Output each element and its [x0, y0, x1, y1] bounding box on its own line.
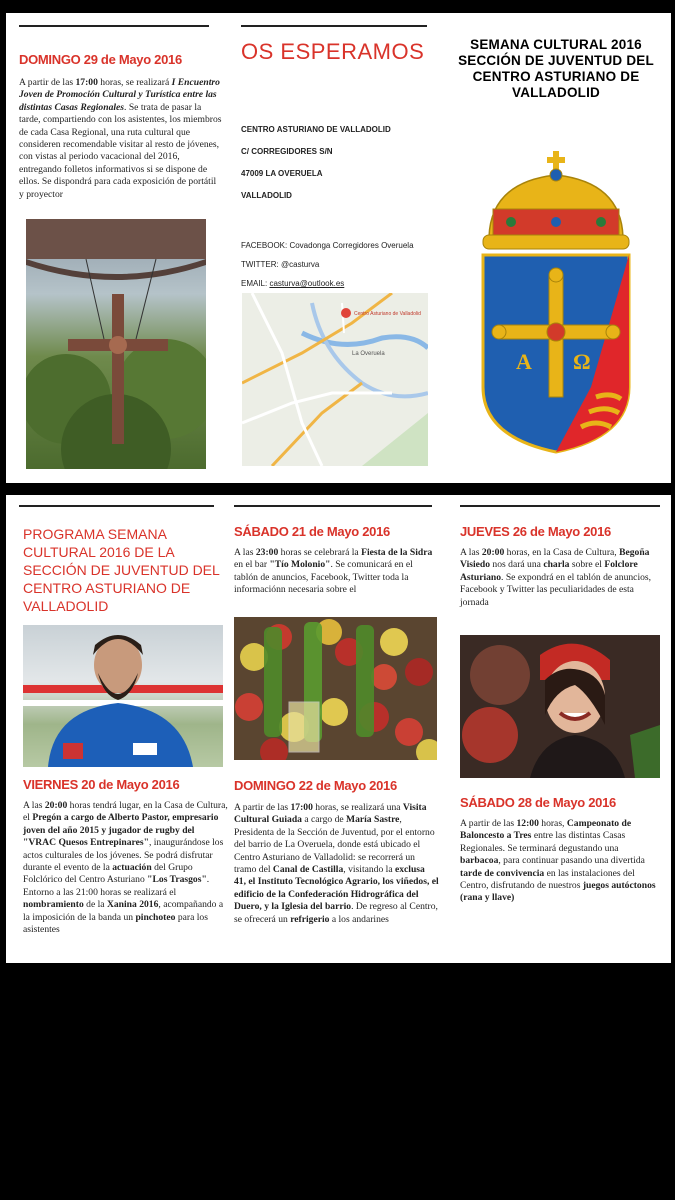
- day-heading: VIERNES 20 de Mayo 2016: [23, 777, 180, 792]
- column-rule: [241, 25, 427, 27]
- column-contact: [241, 25, 431, 288]
- map-label-center: Centro Asturiano de Valladolid: [354, 311, 421, 317]
- event-description: A partir de las 17:00 horas, se realizará una Visita Cultural Guiada a cargo de María Sastre, Presidenta de la Sección de Juventud, por el entorno del barrio de La Overuela, donde está ubicado el Centro Asturiano de Valladolid: se recorrerá un tramo del Canal de Castilla, visitando la exclusa 41, el Instituto Tecnológico Agrario, los viñedos, el edificio de la Confederación Hidrográfica del Duero, y la Iglesia del barrio. De regreso al Centro, se ofrecerá un refrigerio a los andarines: [234, 802, 439, 925]
- address-line: C/ CORREGIDORES S/N: [241, 147, 333, 156]
- facebook-line[interactable]: FACEBOOK: Covadonga Corregidores Overuela: [241, 241, 414, 250]
- address-line: VALLADOLID: [241, 191, 292, 200]
- brochure-panel-front: [6, 13, 671, 483]
- svg-text:A: A: [516, 349, 532, 374]
- address-line: CENTRO ASTURIANO DE VALLADOLID: [241, 125, 391, 134]
- event-description: A las 20:00 horas tendrá lugar, en la Casa de Cultura, el Pregón a cargo de Alberto Pastor, empresario joven del año 2015 y jugador de rugby del "VRAC Quesos Entrepinares", inaugurándose los actos culturales de los jóvenes. Se podrá disfrutar durante el evento de la actuación del Grupo Folclórico del Centro Asturiano "Los Trasgos". Entorno a las 21:00 horas se realizará el nombramiento de la Xanina 2016, acompañando a la imposición de la banda un pinchoteo para los asistentes: [23, 800, 228, 936]
- program-title: PROGRAMA SEMANA CULTURAL 2016 DE LA SECCIÓN DE JUVENTUD DEL CENTRO ASTURIANO DE VALLADOLID: [23, 526, 220, 614]
- photo-cross-of-victory: [26, 219, 206, 469]
- day-heading: DOMINGO 29 de Mayo 2016: [19, 52, 182, 67]
- day-heading: DOMINGO 22 de Mayo 2016: [234, 778, 397, 793]
- event-description: A las 20:00 horas, en la Casa de Cultura, Begoña Visiedo nos dará una charla sobre el Folclore Asturiano. Se expondrá en el tablón de anuncios, Facebook y Twitter las peculiaridades de esta jornada: [460, 547, 652, 608]
- email-link[interactable]: casturva@outlook.es: [269, 279, 345, 288]
- day-heading: SÁBADO 21 de Mayo 2016: [234, 524, 390, 539]
- svg-text:Ω: Ω: [573, 349, 591, 374]
- photo-folk-dancer: [460, 635, 660, 778]
- column-rule: [234, 505, 432, 507]
- map-label-area: La Overuela: [352, 351, 385, 357]
- day-heading: SÁBADO 28 de Mayo 2016: [460, 795, 616, 810]
- address-block: [241, 125, 391, 213]
- location-map[interactable]: [242, 293, 428, 466]
- address-line: 47009 LA OVERUELA: [241, 169, 323, 178]
- column-domingo-29: [19, 25, 229, 201]
- column-rule: [460, 505, 660, 507]
- column-rule: [19, 505, 214, 507]
- day-heading: JUEVES 26 de Mayo 2016: [460, 524, 611, 539]
- contact-heading: OS ESPERAMOS: [241, 39, 425, 64]
- brochure-title: SEMANA CULTURAL 2016 SECCIÓN DE JUVENTUD DEL CENTRO ASTURIANO DE VALLADOLID: [458, 37, 654, 100]
- column-rule: [19, 25, 209, 27]
- event-description: A partir de las 12:00 horas, Campeonato de Baloncesto a Tres entre las distintas Casas Regionales. Se terminará degustando una barbacoa, para continuar pasando una divertida tarde de convivencia en las instalaciones del Centro, disfrutando de nuestros juegos autóctonos (rana y llave): [460, 818, 656, 904]
- asturias-coat-of-arms: [471, 147, 641, 457]
- twitter-line[interactable]: TWITTER: @casturva: [241, 260, 320, 269]
- column-title: [456, 37, 656, 101]
- photo-speaker: [23, 625, 223, 767]
- social-block: [241, 241, 414, 298]
- event-description: A partir de las 17:00 horas, se realizará I Encuentro Joven de Promoción Cultural y Turística entre las distintas Casas Regionales. Se trata de pasar la tarde, compartiendo con los asistentes, los miembros de cada Casa Regional, una ruta cultural que consideren recomendable visitar al resto de jóvenes, con vistas al periodo vacacional del 2016, entregando folletos informativos si se dispone de ellos. Se dispondrá para cada exposición de portátil y proyector: [19, 77, 222, 200]
- email-label: EMAIL:: [241, 279, 270, 288]
- brochure-panel-program: [6, 495, 671, 963]
- photo-cider-bottles: [234, 617, 437, 760]
- event-description: A las 23:00 horas se celebrará la Fiesta de la Sidra en el bar "Tío Molonio". Se comunicará en el tablón de anuncios, Facebook, Twitter toda la informaciónn necesaria sobre el: [234, 547, 433, 596]
